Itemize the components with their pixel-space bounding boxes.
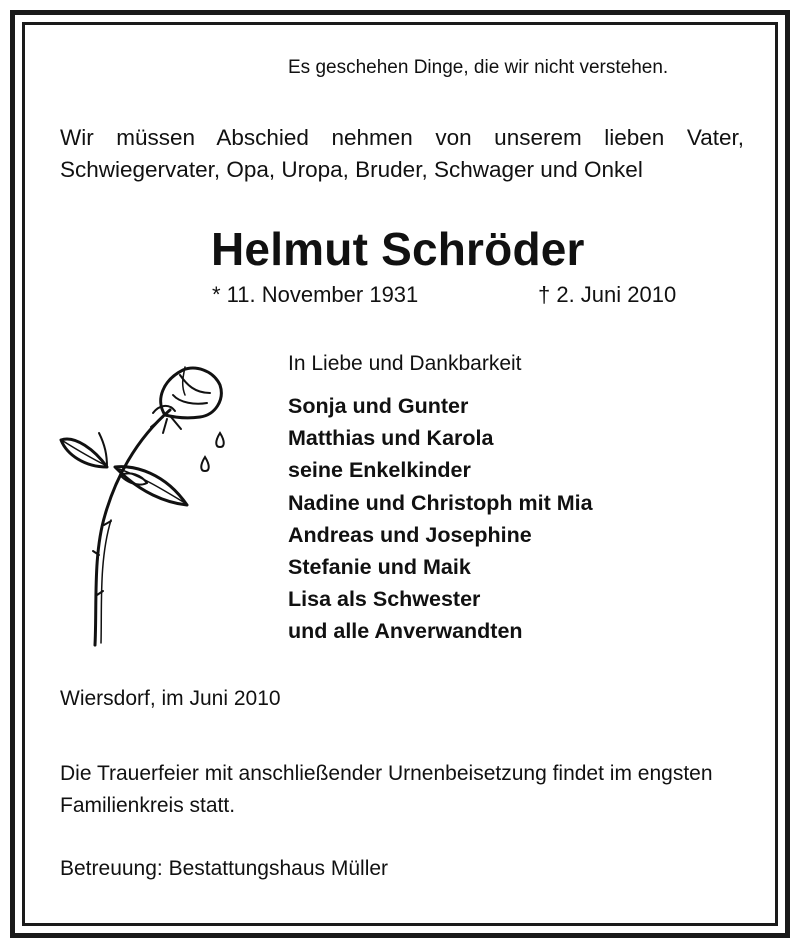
mourner-item: Stefanie und Maik [288,555,471,580]
mourner-item: Matthias und Karola [288,426,494,451]
intro-line-2: Schwiegervater, Opa, Uropa, Bruder, Schwager und Onkel [60,157,643,182]
mourner-item: seine Enkelkinder [288,458,471,483]
funeral-home: Betreuung: Bestattungshaus Müller [60,857,389,880]
ceremony-text: Die Trauerfeier mit anschließender Urnenbeisetzung findet im engsten Familienkreis statt. [60,762,713,817]
mourner-item: Sonja und Gunter [288,394,469,418]
death-date: † 2. Juni 2010 [538,282,677,307]
mourners-list [288,390,593,648]
deceased-name: Helmut Schröder [211,223,585,275]
place-date: Wiersdorf, im Juni 2010 [60,687,281,710]
love-line: In Liebe und Dankbarkeit [288,352,522,375]
mourner-item: Andreas und Josephine [288,522,532,547]
intro-text [60,122,744,186]
mourner-item: Lisa als Schwester [288,587,481,612]
rose-icon [55,355,230,650]
motto: Es geschehen Dinge, die wir nicht verstehen. [288,57,669,78]
mourner-item: und alle Anverwandten [288,619,523,644]
birth-date: * 11. November 1931 [212,282,419,307]
mourner-item: Nadine und Christoph mit Mia [288,490,593,515]
intro-line-1: Wir müssen Abschied nehmen von unserem lieben Vater, [60,125,744,150]
